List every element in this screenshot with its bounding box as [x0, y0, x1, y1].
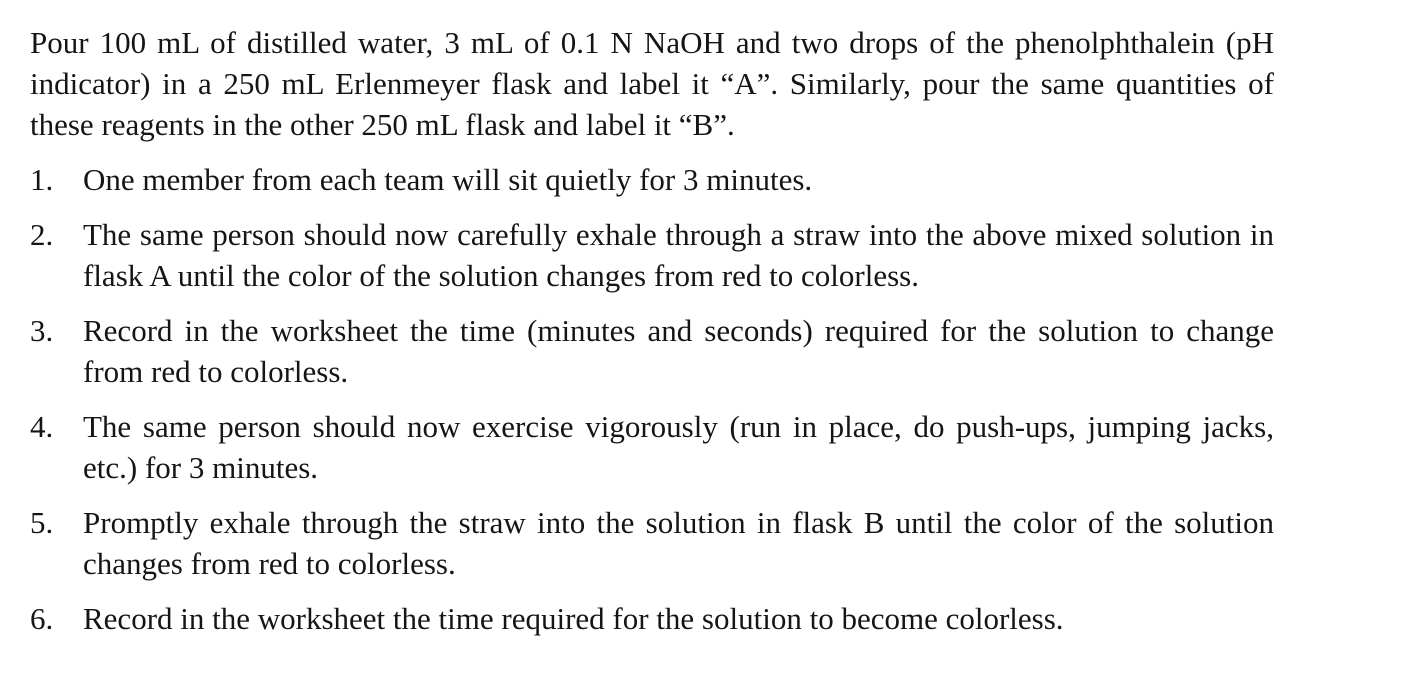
step-number: 5.	[30, 505, 54, 540]
step-text: Record in the worksheet the time required for the solution to become colorless.	[83, 601, 1064, 636]
procedure-step	[30, 598, 1274, 639]
procedure-step	[30, 159, 1274, 200]
procedure-step	[30, 214, 1274, 296]
step-text: The same person should now exercise vigorously (run in place, do push-ups, jumping jacks, etc.) for 3 minutes.	[83, 409, 1274, 485]
intro-paragraph: Pour 100 mL of distilled water, 3 mL of 0.1 N NaOH and two drops of the phenolphthalein (pH indicator) in a 250 mL Erlenmeyer flask and label it “A”. Similarly, pour the same quantities of these reagents in the other 250 mL flask and label it “B”.	[30, 25, 1274, 142]
procedure-step	[30, 502, 1274, 584]
procedure-step	[30, 310, 1274, 392]
procedure-steps-list	[30, 159, 1274, 639]
step-number: 4.	[30, 409, 54, 444]
step-text: Record in the worksheet the time (minutes and seconds) required for the solution to change from red to colorless.	[83, 313, 1274, 389]
step-number: 6.	[30, 601, 54, 636]
document-page	[30, 22, 1274, 653]
step-number: 3.	[30, 313, 54, 348]
step-text: The same person should now carefully exhale through a straw into the above mixed solution in flask A until the color of the solution changes from red to colorless.	[83, 217, 1274, 293]
procedure-step	[30, 406, 1274, 488]
step-text: Promptly exhale through the straw into the solution in flask B until the color of the solution changes from red to colorless.	[83, 505, 1274, 581]
step-text: One member from each team will sit quietly for 3 minutes.	[83, 162, 813, 197]
step-number: 1.	[30, 162, 54, 197]
step-number: 2.	[30, 217, 54, 252]
